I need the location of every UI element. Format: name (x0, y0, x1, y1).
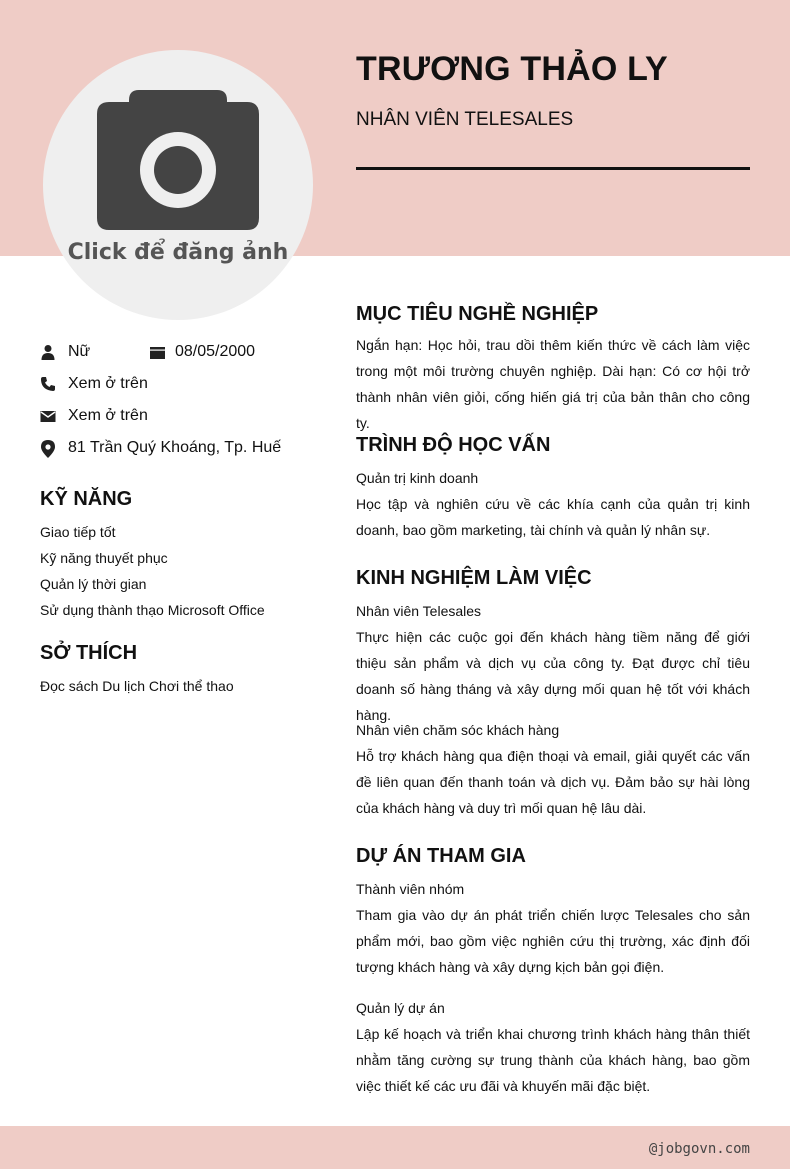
email-value: Xem ở trên (68, 407, 148, 424)
job-description: Thực hiện các cuộc gọi đến khách hàng tiềm năng để giới thiệu sản phẩm và dịch vụ của công ty. Đạt được chỉ tiêu doanh số hàng tháng và xây dựng mối quan hệ tốt với khách hàng. (356, 629, 750, 723)
education-text: Học tập và nghiên cứu về các khía cạnh của quản trị kinh doanh, bao gồm marketing, tài chính và quản lý nhân sự. (356, 496, 750, 538)
dob-value: 08/05/2000 (175, 343, 256, 360)
skill-item: Sử dụng thành thạo Microsoft Office (40, 602, 265, 618)
dob-row (150, 343, 255, 361)
education-major: Quản trị kinh doanh (356, 470, 479, 486)
skill-item: Quản lý thời gian (40, 576, 147, 592)
project-role: Quản lý dự án (356, 1000, 445, 1016)
project-role: Thành viên nhóm (356, 881, 465, 897)
job-title: Nhân viên Telesales (356, 603, 482, 619)
skill-item: Kỹ năng thuyết phục (40, 550, 168, 566)
skill-item: Giao tiếp tốt (40, 524, 116, 540)
skills-list (40, 519, 265, 623)
header-divider (356, 167, 750, 170)
objective-text: Ngắn hạn: Học hỏi, trau dồi thêm kiến thức về cách làm việc trong một môi trường chuyên nghiệp. Dài hạn: Có cơ hội trở thành nhân viên giỏi, cống hiến giá trị của bản thân cho công ty. (356, 337, 750, 431)
objective-heading: MỤC TIÊU NGHỀ NGHIỆP (356, 303, 599, 325)
skills-heading: KỸ NĂNG (40, 488, 133, 510)
phone-row (40, 375, 148, 393)
camera-icon (97, 90, 259, 230)
hobbies-heading: SỞ THÍCH (40, 642, 138, 664)
gender-value: Nữ (68, 343, 91, 360)
project-description: Tham gia vào dự án phát triển chiến lược Telesales cho sản phẩm mới, bao gồm việc nghiên cứu thị trường, xác định đối tượng khách hàng và xây dựng kịch bản gọi điện. (356, 907, 750, 975)
email-row (40, 407, 148, 425)
candidate-title: NHÂN VIÊN TELESALES (356, 109, 574, 130)
gender-row (40, 343, 90, 361)
job-title: Nhân viên chăm sóc khách hàng (356, 722, 560, 738)
projects-heading: DỰ ÁN THAM GIA (356, 845, 526, 867)
person-icon (40, 344, 56, 360)
address-value: 81 Trần Quý Khoáng, Tp. Huế (68, 439, 282, 456)
candidate-name: TRƯƠNG THẢO LY (356, 50, 668, 88)
project-description: Lập kế hoạch và triển khai chương trình khách hàng thân thiết nhằm tăng cường sự trung thành của khách hàng, bao gồm việc thiết kế các ưu đãi và khuyến mãi đặc biệt. (356, 1026, 750, 1094)
photo-caption: Click để đăng ảnh (67, 240, 289, 265)
job-description: Hỗ trợ khách hàng qua điện thoại và email, giải quyết các vấn đề liên quan đến thanh toán và dịch vụ. Đảm bảo sự hài lòng của khách hàng và duy trì mối quan hệ lâu dài. (356, 748, 750, 816)
footer-brand: @jobgovn.com (648, 1141, 750, 1157)
phone-icon (40, 376, 56, 392)
education-heading: TRÌNH ĐỘ HỌC VẤN (356, 434, 551, 456)
address-row (40, 439, 281, 457)
phone-value: Xem ở trên (68, 375, 148, 392)
calendar-icon (150, 344, 166, 360)
location-pin-icon (40, 440, 56, 456)
hobbies-text: Đọc sách Du lịch Chơi thể thao (40, 678, 234, 694)
profile-photo-upload[interactable] (43, 50, 313, 320)
experience-heading: KINH NGHIỆM LÀM VIỆC (356, 567, 592, 589)
mail-icon (40, 408, 56, 424)
